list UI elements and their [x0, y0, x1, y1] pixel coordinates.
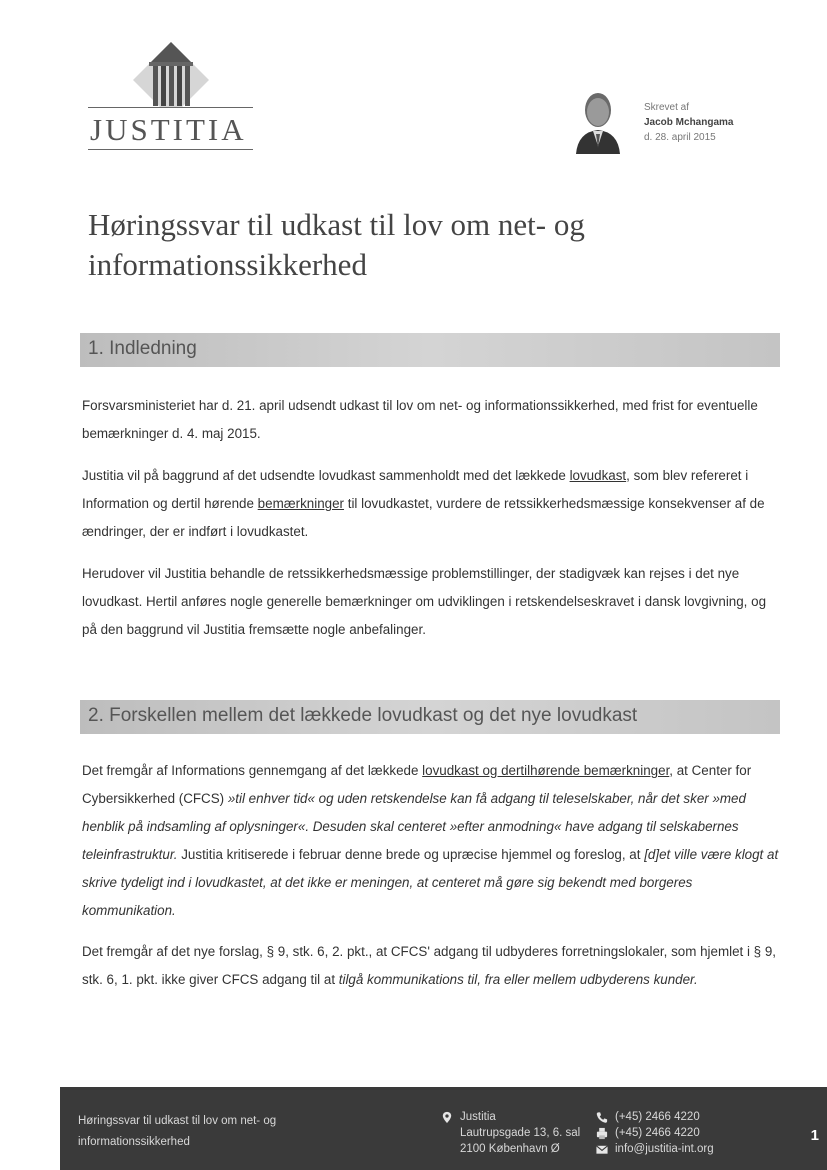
- paragraph-3: Herudover vil Justitia behandle de retssikkerhedsmæssige problemstillinger, der stadigvæk kan rejses i det nye lovudkast. Hertil anføres nogle generelle bemærkninger om udviklingen i retskendelseskravet i dansk lovgivning, og på den baggrund vil Justitia fremsætte nogle anbefalinger.: [82, 566, 767, 637]
- logo-rule-top: [88, 107, 253, 108]
- author-date: d. 28. april 2015: [644, 132, 716, 143]
- email-icon: [595, 1143, 609, 1156]
- logo-rule-bottom: [88, 149, 253, 150]
- paragraph-2: Justitia vil på baggrund af det udsendte lovudkast sammenholdt med det lækkede lovudkast, som blev refereret i Information og dertil hørende bemærkninger til lovudkastet, vurdere de retssikkerhedsmæssige konsekvenser af de ændringer, der er indført i lovudkastet.: [82, 468, 765, 539]
- author-photo: [574, 90, 622, 154]
- section-heading-2-text: 2. Forskellen mellem det lækkede lovudkast og det nye lovudkast: [88, 705, 638, 726]
- justitia-logo: [88, 40, 253, 147]
- footer-phone[interactable]: (+45) 2466 4220: [615, 1111, 700, 1123]
- bemaerkninger-link[interactable]: bemærkninger: [257, 496, 345, 511]
- page-number: 1: [810, 1127, 819, 1144]
- page-footer: [60, 1087, 827, 1170]
- paragraph-5: Det fremgår af det nye forslag, § 9, stk. 6, 2. pkt., at CFCS' adgang til udbyderes forretningslokaler, som hjemlet i § 9, stk. 6, 1. pkt. ikke giver CFCS adgang til at tilgå kommunikations til, fra eller mellem udbyderens kunder.: [82, 944, 776, 987]
- footer-fax: (+45) 2466 4220: [615, 1127, 700, 1139]
- footer-city: 2100 København Ø: [460, 1143, 560, 1155]
- author-name: Jacob Mchangama: [644, 117, 734, 128]
- footer-contact: [595, 1109, 714, 1157]
- lovudkast-link[interactable]: lovudkast: [569, 468, 627, 483]
- footer-street: Lautrupsgade 13, 6. sal: [460, 1127, 581, 1139]
- justitia-pillar-logo: [131, 40, 211, 108]
- footer-email[interactable]: info@justitia-int.org: [615, 1143, 714, 1155]
- phone-icon: [595, 1111, 609, 1124]
- fax-icon: [595, 1127, 609, 1140]
- section-heading-2: [80, 700, 780, 734]
- footer-org: Justitia: [460, 1111, 496, 1123]
- logo-wordmark: JUSTITIA: [90, 112, 247, 147]
- document-title: Høringssvar til udkast til lov om net- og informationssikkerhed: [88, 207, 585, 282]
- footer-title: Høringssvar til udkast til lov om net- og informationssikkerhed: [78, 1115, 277, 1148]
- section-heading-1: [80, 333, 780, 367]
- section-heading-1-text: 1. Indledning: [88, 338, 197, 359]
- map-pin-icon: [440, 1111, 454, 1124]
- author-label: Skrevet af: [644, 102, 690, 113]
- paragraph-1: Forsvarsministeriet har d. 21. april udsendt udkast til lov om net- og informationssikkerhed, med frist for eventuelle bemærkninger d. 4. maj 2015.: [82, 398, 758, 441]
- footer-address: [440, 1109, 580, 1157]
- lovudkast-bemaerkninger-link[interactable]: lovudkast og dertilhørende bemærkninger: [422, 763, 670, 778]
- paragraph-4: Det fremgår af Informations gennemgang af det lækkede lovudkast og dertilhørende bemærkninger, at Center for Cybersikkerhed (CFCS) »til enhver tid« og uden retskendelse kan få adgang til teleselskaber, når det sker »med henblik på indsamling af oplysninger«. Desuden skal centeret »efter anmodning« have adgang til selskabernes teleinfrastruktur. Justitia kritiserede i februar denne brede og upræcise hjemmel og foreslog, at [d]et ville være klogt at skrive tydeligt ind i lovudkastet, at det ikke er meningen, at centeret må gøre sig bekendt med borgeres kommunikation.: [82, 763, 779, 918]
